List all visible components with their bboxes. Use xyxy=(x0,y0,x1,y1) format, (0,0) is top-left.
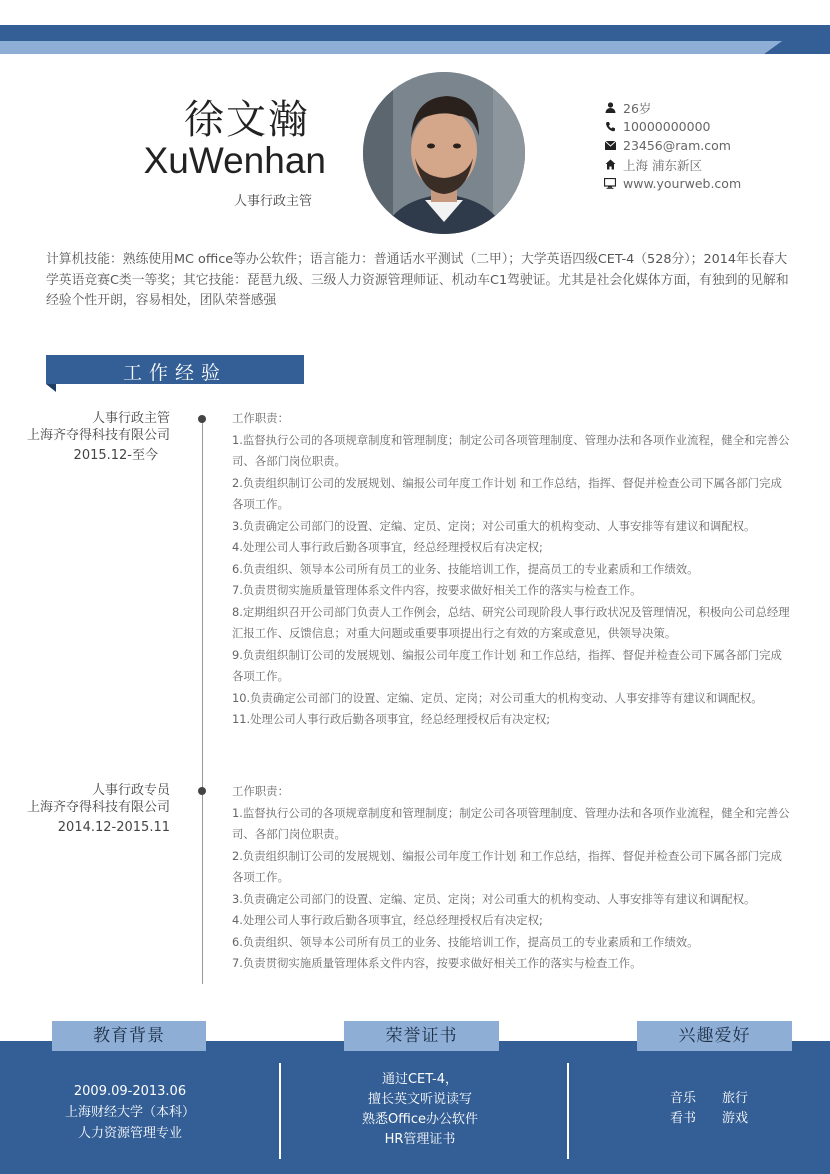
duty-item: 1.监督执行公司的各项规章制度和管理制度；制定公司各项管理制度、管理办法和各项作业流程，健全和完善公司、各部门岗位职责。 xyxy=(232,432,790,468)
column-divider xyxy=(567,1063,569,1159)
duty-item: 9.负责组织制订公司的发展规划、编报公司年度工作计划 和工作总结，指挥、督促并检查公司下属各部门完成各项工作。 xyxy=(232,647,782,683)
hobbies-tab: 兴趣爱好 xyxy=(637,1021,792,1051)
honor-item: 擅长英文听说读写 xyxy=(367,1092,472,1107)
duty-item: 8.定期组织召开公司部门负责人工作例会，总结、研究公司现阶段人事行政状况及管理情况，积极向公司总经理汇报工作、反馈信息；对重大问题或重要事项提出行之有效的方案或意见，供领导决策。 xyxy=(232,604,790,640)
monitor-icon xyxy=(604,178,616,190)
person-icon xyxy=(604,102,616,114)
hobby-item: 看书 xyxy=(670,1111,697,1126)
contact-website-text[interactable]: www.yourweb.com xyxy=(623,176,742,191)
hobby-item: 音乐 xyxy=(670,1091,697,1106)
job-duties xyxy=(232,408,792,731)
job-position: 人事行政主管 xyxy=(91,411,170,426)
contact-location xyxy=(604,155,824,174)
column-divider xyxy=(279,1063,281,1159)
education-period: 2009.09-2013.06 xyxy=(73,1084,187,1099)
timeline-dot xyxy=(198,787,206,795)
duty-item: 2.负责组织制订公司的发展规划、编报公司年度工作计划 和工作总结，指挥、督促并检查公司下属各部门完成各项工作。 xyxy=(232,848,782,884)
top-banner-dark xyxy=(0,25,830,41)
duty-item: 7.负责贯彻实施质量管理体系文件内容，按要求做好相关工作的落实与检查工作。 xyxy=(232,956,642,970)
hobby-item: 旅行 xyxy=(722,1091,749,1106)
duty-item: 6.负责组织、领导本公司所有员工的业务、技能培训工作，提高员工的专业素质和工作绩效。 xyxy=(232,561,699,576)
duties-heading: 工作职责： xyxy=(232,784,289,798)
honor-item: 通过CET-4， xyxy=(381,1072,458,1087)
honor-item: HR管理证书 xyxy=(384,1132,456,1147)
contact-list xyxy=(604,98,824,193)
hobby-item: 游戏 xyxy=(722,1111,749,1126)
duty-item: 3.负责确定公司部门的设置、定编、定员、定岗；对公司重大的机构变动、人事安排等有建议和调配权。 xyxy=(232,891,756,906)
education-major: 人力资源管理专业 xyxy=(77,1126,182,1141)
contact-age xyxy=(604,98,824,117)
duties-heading: 工作职责： xyxy=(232,411,289,425)
job-company: 上海齐夺得科技有限公司 xyxy=(26,428,170,443)
contact-website xyxy=(604,174,824,193)
job-meta xyxy=(0,410,170,464)
work-section-header xyxy=(46,355,304,384)
timeline-dot xyxy=(198,415,206,423)
avatar xyxy=(363,72,525,234)
contact-email-text[interactable]: 23456@ram.com xyxy=(623,138,731,153)
duty-item: 6.负责组织、领导本公司所有员工的业务、技能培训工作，提高员工的专业素质和工作绩效。 xyxy=(232,934,699,949)
name-english: XuWenhan xyxy=(143,140,326,181)
duty-item: 3.负责确定公司部门的设置、定编、定员、定岗；对公司重大的机构变动、人事安排等有建议和调配权。 xyxy=(232,518,756,533)
education-school: 上海财经大学（本科） xyxy=(64,1105,195,1120)
duty-item: 10.负责确定公司部门的设置、定编、定员、定岗；对公司重大的机构变动、人事安排等有建议和调配权。 xyxy=(232,690,763,705)
duty-item: 2.负责组织制订公司的发展规划、编报公司年度工作计划 和工作总结，指挥、督促并检查公司下属各部门完成各项工作。 xyxy=(232,475,782,511)
education-details xyxy=(60,1081,200,1144)
contact-email xyxy=(604,136,824,155)
contact-age-text: 26岁 xyxy=(623,100,652,116)
job-company: 上海齐夺得科技有限公司 xyxy=(26,800,170,815)
section-header-fold xyxy=(46,384,56,392)
home-icon xyxy=(604,159,616,171)
work-section-title: 工作经验 xyxy=(122,362,227,384)
job-meta xyxy=(0,782,170,836)
name-chinese: 徐文瀚 xyxy=(184,97,310,143)
duty-item: 7.负责贯彻实施质量管理体系文件内容，按要求做好相关工作的落实与检查工作。 xyxy=(232,583,642,597)
contact-phone xyxy=(604,117,824,136)
duty-item: 4.处理公司人事行政后勤各项事宜，经总经理授权后有决定权; xyxy=(232,540,543,554)
phone-icon xyxy=(604,121,616,133)
duty-item: 11.处理公司人事行政后勤各项事宜，经总经理授权后有决定权; xyxy=(232,712,551,726)
job-title: 人事行政主管 xyxy=(233,194,312,209)
honor-item: 熟悉Office办公软件 xyxy=(362,1112,478,1127)
mail-icon xyxy=(604,140,616,152)
duty-item: 4.处理公司人事行政后勤各项事宜，经总经理授权后有决定权; xyxy=(232,913,543,927)
duty-item: 1.监督执行公司的各项规章制度和管理制度；制定公司各项管理制度、管理办法和各项作业流程，健全和完善公司、各部门岗位职责。 xyxy=(232,805,790,841)
honors-tab: 荣誉证书 xyxy=(344,1021,499,1051)
job-period: 2015.12-至今 xyxy=(73,448,158,463)
education-tab: 教育背景 xyxy=(52,1021,206,1051)
contact-location-text: 上海 浦东新区 xyxy=(623,157,702,173)
contact-phone-text: 10000000000 xyxy=(623,119,711,134)
timeline-line xyxy=(202,418,203,984)
job-duties xyxy=(232,781,792,975)
honors-list xyxy=(345,1070,495,1150)
self-summary: 计算机技能：熟练使用MC office等办公软件；语言能力：普通话水平测试（二甲）；大学英语四级CET-4（528分）；2014年长春大学英语竞赛C类一等奖；其它技能：琵琶九级、三级人力资源管理师证、机动车C1驾驶证。尤其是社会化媒体方面，有独到的见解和经验个性开朗，容易相处，团队荣誉感强 xyxy=(46,252,789,308)
top-banner-light xyxy=(0,41,782,54)
job-period: 2014.12-2015.11 xyxy=(57,820,170,835)
job-position: 人事行政专员 xyxy=(91,783,170,798)
